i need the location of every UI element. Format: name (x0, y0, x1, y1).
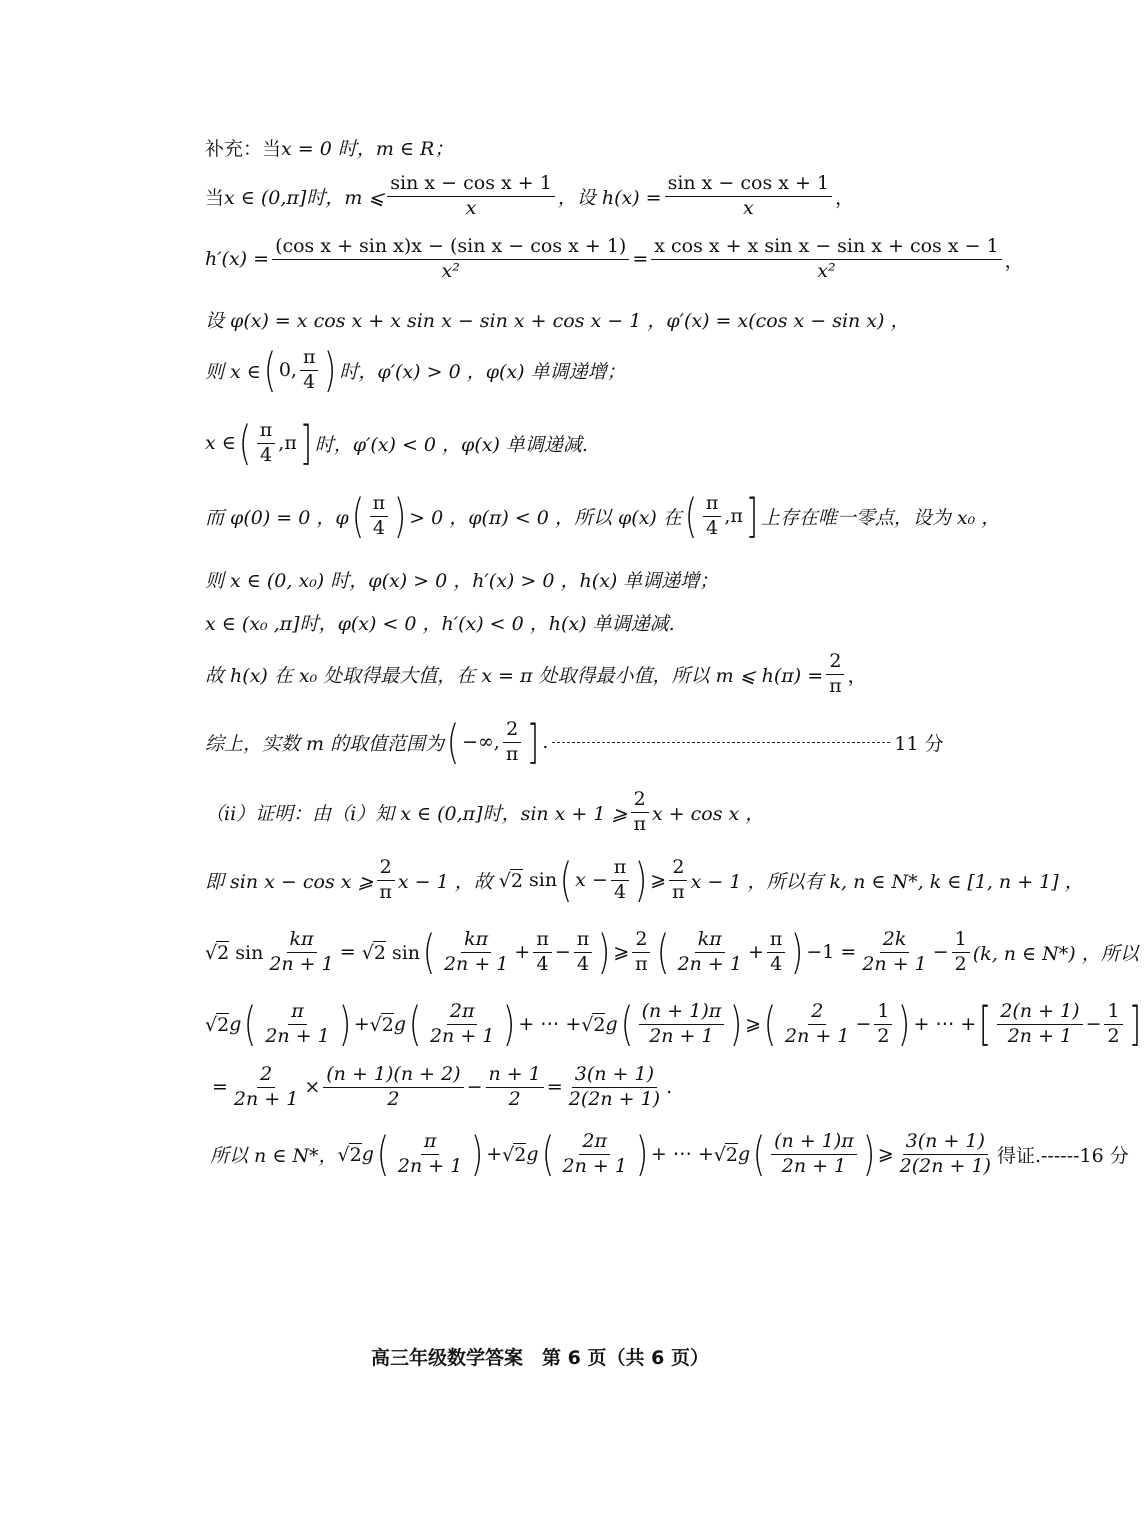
line-12: （ii）证明：由（i）知 x ∈ (0,π]时，sin x + 1 ⩾ $\frac{2}{\pi}$ x + cos x ， (205, 788, 765, 835)
line-8: 则 x ∈ (0, x₀) 时，φ(x) > 0 ，h′(x) > 0 ，h(x) 单调递增； (205, 570, 719, 592)
line-9: x ∈ (x₀ ,π]时，φ(x) < 0 ，h′(x) < 0 ，h(x) 单调递减. (205, 613, 675, 635)
score-label: 11 分 (894, 732, 944, 755)
fraction: $\frac{\text{x cos x + x sin x − sin x + cos x − 1}}{\text{x²}}$ (651, 237, 1001, 282)
score-label: 得证.------16 分 (996, 1144, 1129, 1167)
text: 补充：当 (205, 138, 282, 160)
line-5: 则 x ∈ ( 0, $\frac{\pi}{4}$ ) 时，φ′(x) > 0 ，φ(x) 单调递增； (205, 342, 626, 397)
line-17: 所以 n ∈ N*， √2 g ( $\frac{\pi}{2n + 1}$ ) + √2 g ( $\frac{2\pi}{2n + 1}$ ) + ⋯ + √2 g ( $\frac{(n + 1)\pi}{2n + 1}$ ) ⩾ $\frac{3(n + 1)}{2(2n + 1)}$ 得证.------16 分 (210, 1126, 1129, 1181)
line-14: √2 sin $\frac{k\pi}{2n + 1}$ = √2 sin ( $\frac{k\pi}{2n + 1}$ + $\frac{\pi}{4}$ − $\frac{\pi}{4}$ ) ⩾ $\frac{2}{\pi}$ ( $\frac{k\pi}{2n + 1}$ + $\frac{\pi}{4}$ ) −1 = $\frac{2k}{2n + 1}$ − $\frac{1}{2}$ (k, n ∈ N*) ，所以 (205, 924, 1139, 979)
line-7: 而 φ(0) = 0 ，φ ( $\frac{\pi}{4}$ ) > 0 ，φ(π) < 0 ，所以 φ(x) 在 ( $\frac{\pi}{4}$ ,π ] 上存在唯一零点，设为 x₀ ， (205, 488, 1001, 543)
line-6: x ∈ ( $\frac{\pi}{4}$ ,π ] 时，φ′(x) < 0 ，φ(x) 单调递减. (205, 415, 588, 470)
line-4 (205, 306, 909, 333)
text: ，设 h(x) = (557, 186, 662, 209)
fraction: $\frac{\text{sin x − cos x + 1}}{x}$ (387, 174, 555, 219)
line-1 (205, 134, 453, 161)
line-10: 故 h(x) 在 x₀ 处取得最大值，在 x = π 处取得最小值，所以 m ⩽ h(π) = $\frac{2}{\pi}$ ， (205, 650, 867, 697)
line-3: h′(x) = $\frac{\text{(cos x + sin x)x − (sin x − cos x + 1)}}{\text{x²}}$ = $\frac{\text{x cos x + x sin x − sin x + cos x − 1}}{\text{x²}}$ ， (205, 235, 1024, 282)
text: 设 φ(x) = x cos x + x sin x − sin x + cos x − 1 ，φ′(x) = x(cos x − sin x) ， (205, 310, 910, 332)
page-footer: 高三年级数学答案 第 6 页（共 6 页） (371, 1347, 709, 1369)
line-16: = $\frac{2}{2n + 1}$ × $\frac{(n + 1)(n + 2)}{2}$ − $\frac{n + 1}{2}$ = $\frac{3(n + 1)}{2(2n + 1)}$ . (212, 1063, 673, 1110)
text: h′(x) = (205, 248, 270, 271)
dashed-leader (552, 742, 890, 743)
text: x = 0 时， (281, 138, 376, 160)
line-13: 即 sin x − cos x ⩾ $\frac{2}{\pi}$ x − 1 ，故 √2 sin ( x − $\frac{\pi}{4}$ ) ⩾ $\frac{2}{\pi}$ x − 1 ，所以有 k, n ∈ N*, k ∈ [1, n + 1] ， (205, 852, 1084, 907)
line-2: 当 x ∈ (0,π]时，m ⩽ $\frac{\text{sin x − cos x + 1}}{x}$ ，设 h(x) = $\frac{\text{sin x − cos x + 1}}{x}$ ， (205, 172, 855, 219)
fraction: $\frac{\text{sin x − cos x + 1}}{x}$ (665, 174, 833, 219)
line-11: 综上，实数 m 的取值范围为 ( −∞, $\frac{2}{\pi}$ ] . 11 分 (205, 714, 944, 769)
text: 当 (205, 186, 225, 209)
text: m ∈ R； (375, 138, 454, 160)
fraction: $\frac{\text{(cos x + sin x)x − (sin x − cos x + 1)}}{\text{x²}}$ (272, 237, 629, 282)
line-15: √2 g ( $\frac{\pi}{2n + 1}$ ) + √2 g ( $\frac{2\pi}{2n + 1}$ ) + ⋯ + √2 g ( $\frac{(n + 1)\pi}{2n + 1}$ ) ⩾ ( $\frac{2}{2n + 1}$ − $\frac{1}{2}$ ) + ⋯ + [ $\frac{2(n + 1)}{2n + 1}$ − $\frac{1}{2}$ ] (205, 996, 1141, 1051)
text: x ∈ (0,π]时，m ⩽ (224, 186, 385, 209)
